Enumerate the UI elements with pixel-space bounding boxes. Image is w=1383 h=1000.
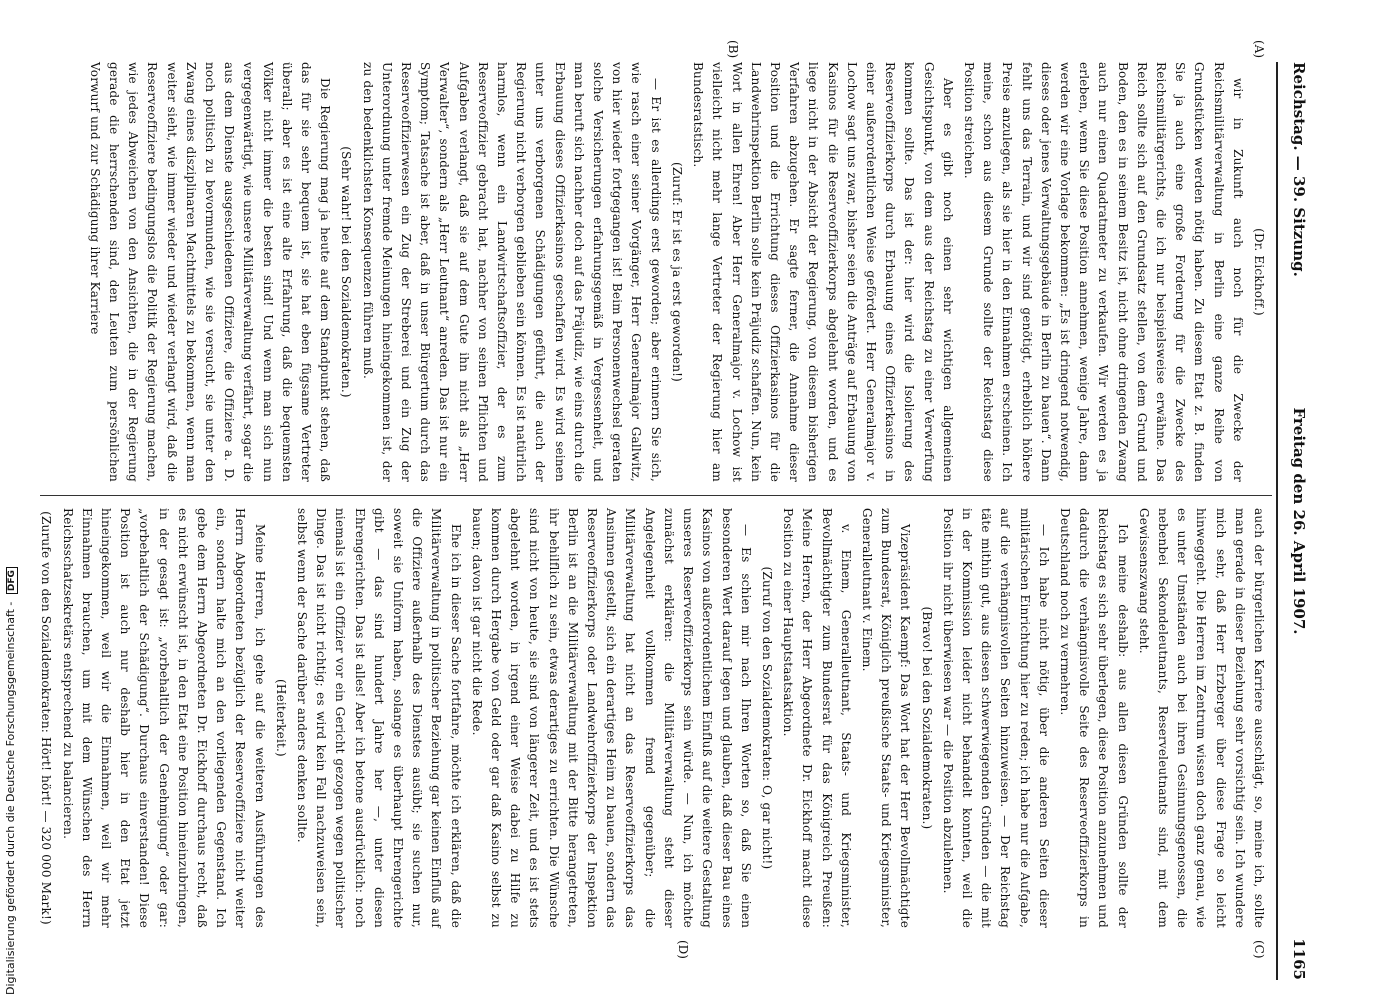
paragraph: — Ich habe nicht nötig, über die anderen Seiten dieser militärischen Einrichtung hier zu reden; ich habe nur die Aufgabe, auf die verhängnisvollen Seiten hinzuweisen. — Der Reichstag täte mithin gut, aus diesen schwerwiegenden Gründen — die mit in der Kommission leider nicht behandelt konnten, weil die Position ihr nicht überwiesen war — die Position abzulehnen. — [940, 508, 1051, 928]
paragraph: — Er ist es allerdings erst geworden; aber erinnern Sie sich, wie rasch einer seiner Vorgänger, Herr Generalmajor Gallwitz, von hier wieder fortgegangen ist! Beim Personenwechsel geraten solche Versicherungen erfahrungsgemäß in Vergessenheit, und man beruft sich nachher doch auf das Präjudiz, wie eins durch die Erbauung dieses Offizierkasinos geschaffen wird. Es wird seinen unter uns verborgenen Schädigungen geführt, die auch der Regierung nicht verborgen geblieben sein können. Es ist natürlich harmlos, wenn ein Landwirtschaftsoffizier, der es zum Reserveoffizier gebracht hat, nachher von seinen Pflichten und Aufgaben verlangt, daß sie auf dem Gute ihn nicht als „Herr Verwalter“, sondern als „Herr Leutnant“ anreden. Das ist nur ein Symptom; Tatsache ist aber, daß in unser Bürgertum durch das Reserveoffizierwesen ein Zug der Streberei und ein Zug der Unterordnung unter fremde Meinungen hineingekommen ist, der zu den bedenklichsten Konsequenzen führen muß. — [360, 62, 663, 482]
interjection: (Sehr wahr! bei den Sozialdemokraten.) — [339, 146, 354, 398]
paragraph: Die Regierung mag ja heute auf dem Standpunkt stehen, daß das für sie sehr bequem ist, sie hat eben fügsame Vertreter überall; aber es ist eine alte Erfahrung, daß die bequemsten Völker nicht immer die besten sind! Und wenn man sich nun vergegenwärtigt, wie unsere Militärverwaltung verfährt, sogar die aus dem Dienste ausgeschiedenen Offiziere, die Offiziere a. D. noch politisch zu bevormunden, wie sie versucht, sie unter den Zwang eines disziplinaren Machtmittels zu bekommen, wenn man weiter sieht, wie immer wieder und wieder verlangt wird, daß die Reserveoffiziere bedingungslos die Politik der Regierung machen, wie jedes Abweichen von den Ansichten, die in der Regierung gerade die herrschenden sind, den Leuten zum persönlichen Vorwurf und zur Schädigung ihrer Karriere — [87, 62, 333, 482]
paragraph: auch der bürgerlichen Karriere ausschlägt, so, meine ich, sollte man gerade in dieser Beziehung sehr vorsichtig sein. Ich wundere mich sehr, daß Herr Erzberger über diese Frage so leicht hinweggeht. Die Herren im Zentrum wissen doch ganz genau, wie es unter Umständen auch bei ihren Gesinnungsgenossen, die nebenbei Sekondeleutnants, Reserveleutnants sind, mit dem Gewissenszwang steht. — [1136, 508, 1266, 928]
margin-marker-a: (A) — [1252, 40, 1266, 59]
interjection: (Bravo! bei den Sozialdemokraten.) — [919, 606, 934, 830]
dfg-logo: DFG — [6, 567, 18, 594]
margin-marker-d: (D) — [676, 940, 690, 959]
page-number: 1165 — [1290, 938, 1308, 980]
margin-marker-c: (C) — [1252, 940, 1266, 959]
paragraph: — Es schien mir nach Ihren Worten so, daß Sie einen besonderen Wert darauf legen und glauben, daß dieser Bau eines Kasinos von außerordentlichem Einfluß auf die weitere Gestaltung unseres Reserveoffizierkorps sein würde. — Nun, ich möchte zunächst erklären: die Militärverwaltung steht dieser Angelegenheit vollkommen fremd gegenüber; die Militärverwaltung hat nicht an das Reserveoffizierkorps das Ansinnen gestellt, sich ein derartiges Heim zu bauen, sondern das Reserveoffizierkorps oder Landwehroffizierkorps der Inspektion Berlin ist an die Militärverwaltung mit der Bitte herangetreten, ihr behilflich zu sein, etwas derartiges zu errichten. Die Wünsche sind nicht von heute, sie sind von längerer Zeit, und es ist stets abgelehnt worden, in irgend einer Weise dabei zu Hilfe zu kommen durch Hergabe von Geld oder gar daß Kasino selbst zu bauen; davon ist gar nicht die Rede. — [469, 508, 753, 928]
paragraph: v. Einem, Generalleutnant, Staats- und Kriegsminister, Bevollmächtigter zum Bundesrat für das Königreich Preußen: Meine Herren, der Herr Abgeordnete Dr. Eickhoff macht diese Position zu einer Hauptstaatsaktion. — [781, 508, 853, 928]
paragraph: Meine Herren, ich gehe auf die weiteren Ausführungen des Herrn Abgeordneten bezüglich der Reserveoffiziere nicht weiter ein, sondern halte mich an den vorliegenden Gegenstand. Ich gebe dem Herrn Abgeordneten Dr. Eickhoff durchaus recht, daß es nicht erwünscht ist, in den Etat eine Position hineinzubringen, in der gesagt ist: „vorbehaltlich der Genehmigung“ oder gar: „vorbehaltlich der Schädigung“. Durchaus einverstanden! Diese Position ist auch nur deshalb hier in den Etat jetzt hineingekommen, weil wir die Einnahmen, weil wir mehr Einnahmen brauchen, um mit dem Wünschen des Herrn Reichsschatzsekretärs entsprechend zu balancieren. — [60, 508, 267, 928]
header-session: Reichstag. — 39. Sitzung. — [1290, 62, 1308, 277]
paragraph: Vizepräsident Kaempf: Das Wort hat der Herr Bevollmächtigte zum Bundesrat, Königlich preußische Staats- und Kriegsminister, Generalleutnant v. Einem. — [859, 508, 913, 928]
column-divider — [40, 495, 1272, 496]
paragraph: Aber es gibt noch einen sehr wichtigen allgemeinen Gesichtspunkt, von dem aus der Reichstag zu einer Verwerfung kommen sollte. Das ist der: hier wird die Isolierung des Reserveoffizierkorps durch Erbauung eines Offizierkasinos in einer außerordentlichen Weise gefördert. Herr Generalmajor v. Lochow sagt uns zwar, bisher seien die Anträge auf Erbauung von Kasinos für die Reserveoffizierkorps abgelehnt worden, und es liege nicht in der Absicht der Regierung, von diesem bisherigen Verfahren abzugehen. Er sagte ferner, die Annahme dieser Position und die Errichtung dieses Offizierkasinos für die Landwehrinspektion Berlin solle kein Präjudiz schaffen. Nun, kein Wort in allen Ehren! Aber Herr Generalmajor v. Lochow ist vielleicht nicht mehr lange Vertreter der Regierung hier am Bundesratstisch. — [691, 62, 955, 482]
header-date: Freitag den 26. April 1907. — [1290, 407, 1308, 635]
margin-marker-b: (B) — [726, 40, 740, 59]
paragraph: Ich meine deshalb: aus allen diesen Gründen sollte der Reichstag es sich sehr überlegen, diese Position anzunehmen und dadurch die verhängnisvolle Seite des Reserveoffizierkorps in Deutschland noch zu vermehren. — [1057, 508, 1130, 928]
paragraph: Ehe ich in dieser Sache fortfahre, möchte ich erklären, daß die Militärverwaltung in politischer Beziehung gar keinen Einfluß auf die Offiziere außerhalb des Dienstes ausübt; sie suchen nur, soweit sie Uniform haben, solange es überhaupt Ehrengerichte gibt — das sind hundert Jahre her —, unter diesen Ehrengerichten. Das ist alles! Aber ich betone ausdrücklich: noch niemals ist ein Offizier vor ein Gericht gezogen wegen politischer Dinge. Das ist nicht richtig; es wird kein Fall nachzuweisen sein, selbst wenn der Sache darüber anders denken sollte. — [295, 508, 463, 928]
speaker-note: (Dr. Eickhoff.) — [1252, 228, 1266, 316]
header-rule — [1276, 62, 1278, 980]
right-column — [34, 508, 1268, 928]
paragraph: wir in Zukunft auch noch für die Zwecke der Reichsmilitärverwaltung in Berlin eine ganze Reihe von Grundstücken werden nötig haben. Zu diesem Etat z. B. finden Sie ja auch eine große Forderung für die Zwecke des Reichsmilitärgerichts, die ich nur beispielsweise erwähne. Das Reich sollte sich auf den Grundsatz stellen, von dem Grund und Boden, den es in seinem Besitz ist, nicht ohne dringenden Zwang auch nur einen Quadratmeter zu verkaufen. Wir werden es ja erleben, wenn Sie diese Position annehmen, wenige Jahre, dann werden wir eine Vorlage bekommen: „Es ist dringend notwendig, dieses oder jenes Verwaltungsgebäude in Berlin zu bauen“. Dann fehlt uns das Terrain, und wir sind genötigt, erheblich höhere Preise anzulegen, als sie hier in den Einnahmen erscheinen. Ich meine, schon aus diesem Grunde sollte der Reichstag diese Position streichen. — [961, 62, 1245, 482]
interjection: (Heiterkeit.) — [273, 679, 288, 757]
funding-notice-text: Digitalisierung gefördert durch die Deutsche Forschungsgemeinschaft - — [4, 601, 17, 995]
interjection: (Zurufe von den Sozialdemokraten: Hört! hört! — 320 000 Mark!) — [39, 511, 54, 925]
page-header — [1286, 62, 1308, 980]
left-column — [83, 62, 1268, 482]
interjection: (Zuruf: Er ist es ja erst geworden!) — [669, 161, 684, 383]
interjection: (Zuruf von den Sozialdemokraten: O, gar nicht!) — [759, 566, 774, 870]
newspaper-page — [10, 0, 1330, 1000]
